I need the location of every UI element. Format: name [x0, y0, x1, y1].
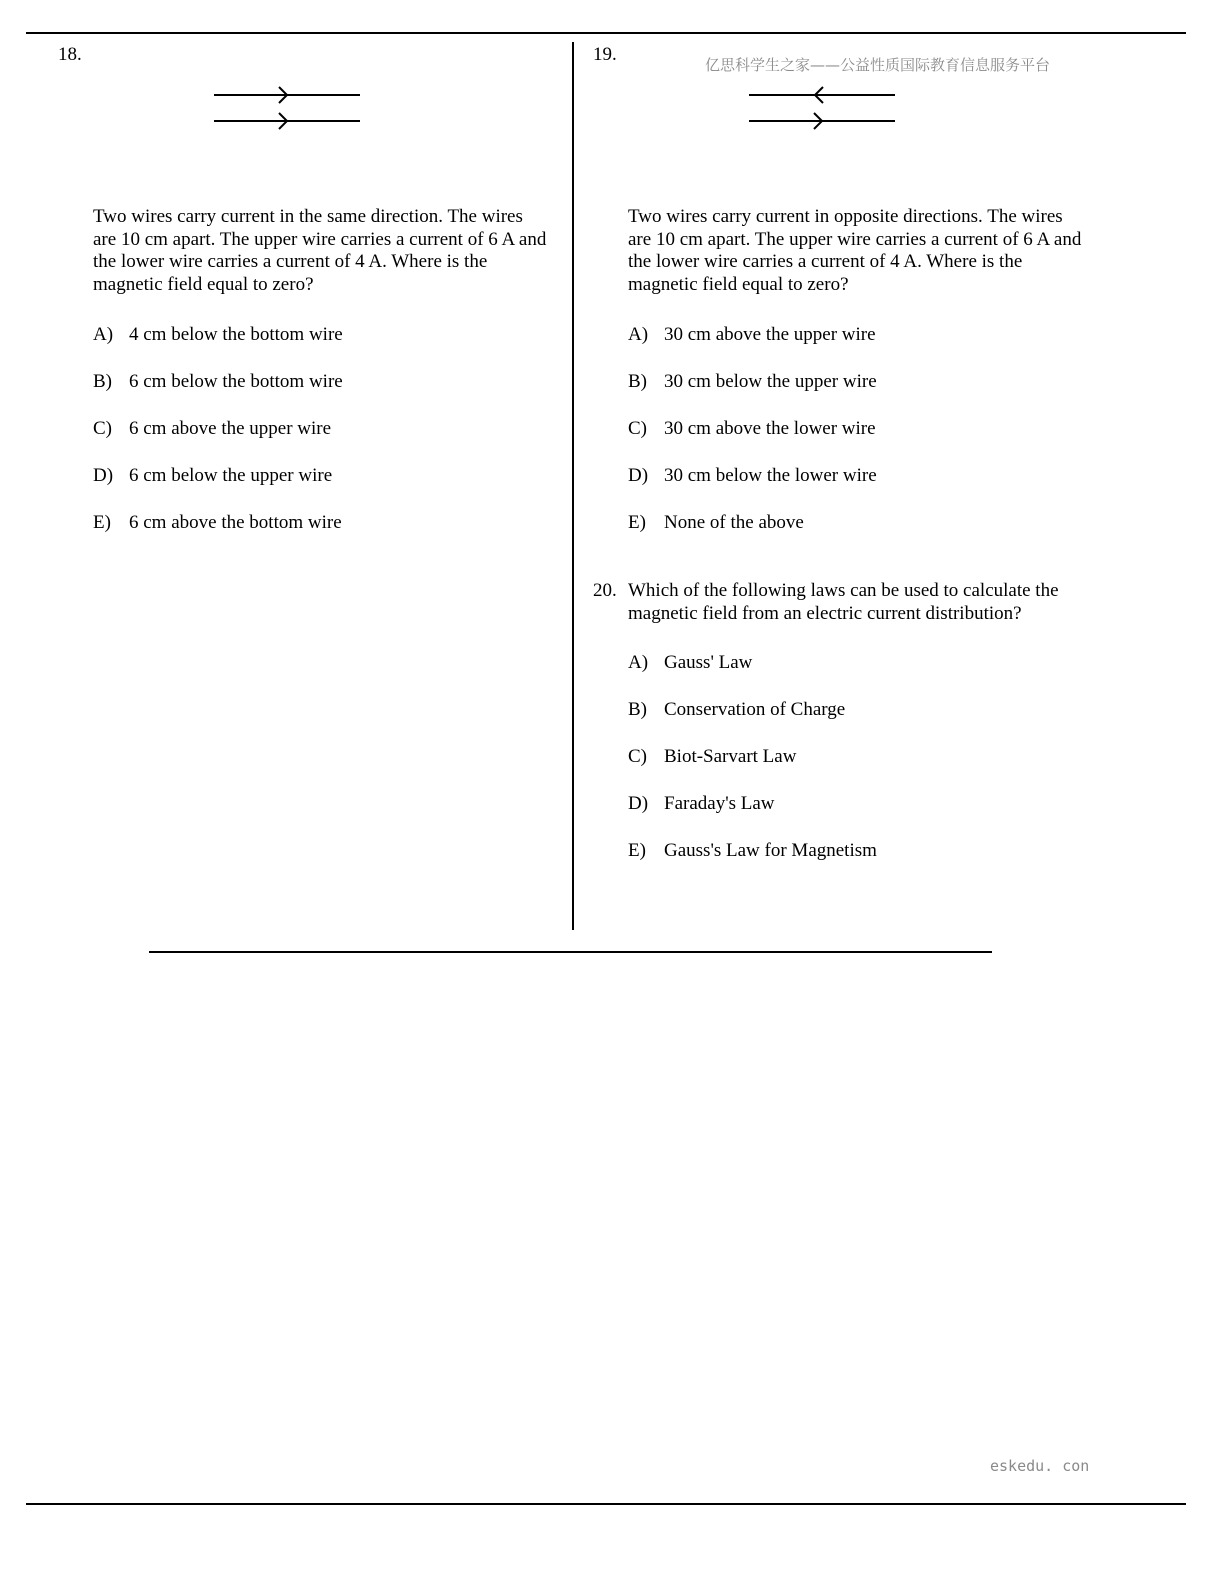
option-letter: E)	[93, 512, 111, 533]
option-letter: C)	[628, 418, 647, 439]
question-19-option-c[interactable]	[628, 418, 876, 440]
option-letter: D)	[628, 465, 649, 486]
option-text: 6 cm above the bottom wire	[129, 512, 342, 533]
option-text: 6 cm below the upper wire	[129, 465, 333, 486]
question-20-option-a[interactable]	[628, 652, 752, 674]
option-text: 4 cm below the bottom wire	[129, 324, 343, 345]
watermark-text: 亿思科学生之家——公益性质国际教育信息服务平台	[705, 56, 1051, 74]
option-letter: D)	[628, 793, 649, 814]
option-letter: E)	[628, 840, 646, 861]
option-text: 30 cm above the upper wire	[664, 324, 876, 345]
option-text: Biot-Sarvart Law	[664, 746, 797, 767]
option-text: Faraday's Law	[664, 793, 775, 814]
option-text: None of the above	[664, 512, 804, 533]
question-18-option-e[interactable]	[93, 512, 342, 534]
question-20-option-c[interactable]	[628, 746, 796, 768]
option-text: Conservation of Charge	[664, 699, 846, 720]
column-divider	[572, 42, 574, 930]
option-text: 30 cm below the upper wire	[664, 371, 877, 392]
question-20-option-b[interactable]	[628, 699, 845, 721]
question-19-wire-diagram	[745, 82, 900, 132]
footer-site-mark: eskedu. con	[990, 1457, 1090, 1475]
question-18-option-a[interactable]	[93, 324, 343, 346]
question-20-number: 20.	[593, 580, 617, 601]
question-18-option-c[interactable]	[93, 418, 331, 440]
option-text: Gauss's Law for Magnetism	[664, 840, 877, 861]
option-letter: D)	[93, 465, 114, 486]
question-18-stem: Two wires carry current in the same direction. The wires are 10 cm apart. The upper wire carries a current of 6 A and the lower wire carries a current of 4 A. Where is the magnetic field equal to zero?	[93, 206, 547, 295]
option-letter: A)	[628, 324, 649, 345]
section-end-rule	[149, 951, 992, 953]
option-text: 30 cm above the lower wire	[664, 418, 876, 439]
question-19-option-e[interactable]	[628, 512, 804, 534]
option-text: 6 cm above the upper wire	[129, 418, 332, 439]
question-19-stem: Two wires carry current in opposite directions. The wires are 10 cm apart. The upper wire carries a current of 6 A and the lower wire carries a current of 4 A. Where is the magnetic field equal to zero?	[628, 206, 1082, 295]
question-18-wire-diagram	[210, 82, 365, 132]
option-text: 6 cm below the bottom wire	[129, 371, 343, 392]
option-letter: B)	[628, 699, 647, 720]
question-19-option-b[interactable]	[628, 371, 877, 393]
bottom-rule	[26, 1503, 1186, 1505]
option-letter: C)	[628, 746, 647, 767]
option-text: 30 cm below the lower wire	[664, 465, 877, 486]
question-20-option-e[interactable]	[628, 840, 877, 862]
option-letter: B)	[628, 371, 647, 392]
option-letter: E)	[628, 512, 646, 533]
option-letter: C)	[93, 418, 112, 439]
option-text: Gauss' Law	[664, 652, 753, 673]
option-letter: A)	[93, 324, 114, 345]
question-19-number: 19.	[593, 44, 617, 65]
question-20-option-d[interactable]	[628, 793, 775, 815]
option-letter: B)	[93, 371, 112, 392]
top-rule	[26, 32, 1186, 34]
question-18-option-d[interactable]	[93, 465, 332, 487]
question-19-option-a[interactable]	[628, 324, 876, 346]
question-19-option-d[interactable]	[628, 465, 877, 487]
question-18-option-b[interactable]	[93, 371, 343, 393]
question-18-number: 18.	[58, 44, 82, 65]
option-letter: A)	[628, 652, 649, 673]
question-20-stem: Which of the following laws can be used to calculate the magnetic field from an electric current distribution?	[628, 580, 1059, 624]
